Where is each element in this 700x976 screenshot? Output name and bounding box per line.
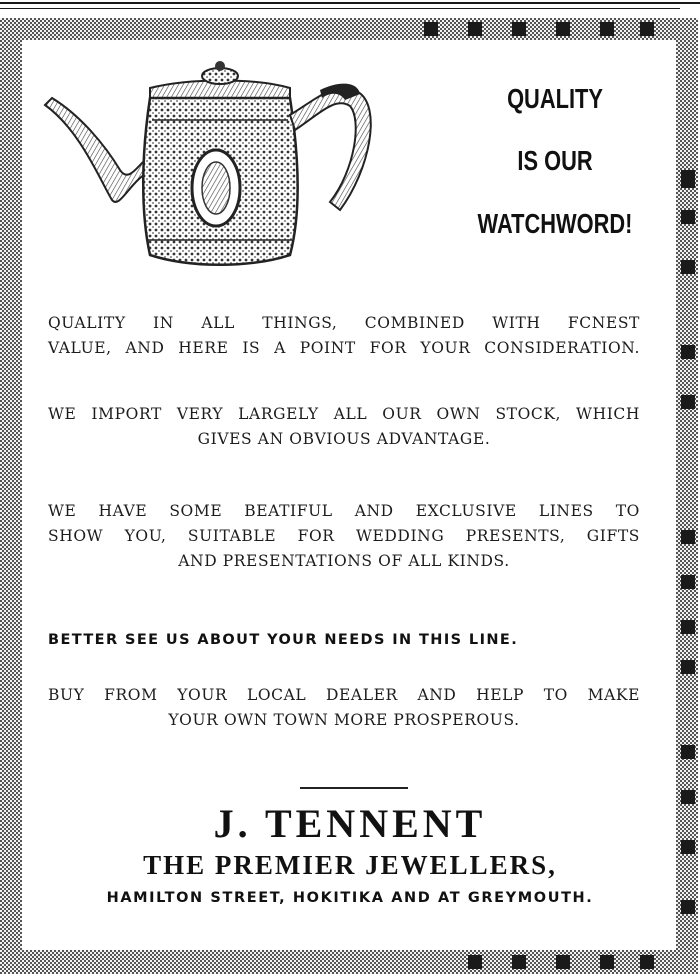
merchant-name: J. TENNENT [213,801,487,846]
paragraph-exclusive [48,499,640,574]
headline-line-1: QUALITY [507,83,603,114]
paragraph-line: WE IMPORT VERY LARGELY ALL OUR OWN STOCK, WHICH [48,405,640,423]
paragraph-line: GIVES AN OBVIOUS ADVANTAGE. [197,430,491,448]
paragraph-line: BUY FROM YOUR LOCAL DEALER AND HELP TO MAKE [48,686,640,704]
top-rule-thin [0,8,680,9]
top-border [0,18,676,40]
teapot-icon [40,60,390,275]
merchant-address: HAMILTON STREET, HOKITIKA AND AT GREYMOUTH. [106,890,594,906]
headline-line-2: IS OUR [517,145,593,176]
headline-line-3: WATCHWORD! [477,208,633,239]
left-border [0,18,22,974]
paragraph-line: WE HAVE SOME BEATIFUL AND EXCLUSIVE LINES TO [48,502,640,520]
paragraph-line: AND PRESENTATIONS OF ALL KINDS. [178,552,510,570]
paragraph-line: VALUE, AND HERE IS A POINT FOR YOUR CONSIDERATION. [48,339,640,357]
paragraph-line: SHOW YOU, SUITABLE FOR WEDDING PRESENTS, GIFTS [48,527,640,545]
signature-rule [300,787,408,789]
bottom-border [0,950,676,974]
paragraph-local-dealer [48,683,640,733]
callout-line: BETTER SEE US ABOUT YOUR NEEDS IN THIS LINE. [48,632,519,648]
top-rule [0,2,700,4]
paragraph-import [48,402,640,452]
paragraph-line: QUALITY IN ALL THINGS, COMBINED WITH FCNEST [48,314,640,332]
paragraph-line: YOUR OWN TOWN MORE PROSPEROUS. [168,711,520,729]
paragraph-quality [48,311,640,361]
merchant-tagline: THE PREMIER JEWELLERS, [143,850,557,880]
right-border [676,18,698,974]
